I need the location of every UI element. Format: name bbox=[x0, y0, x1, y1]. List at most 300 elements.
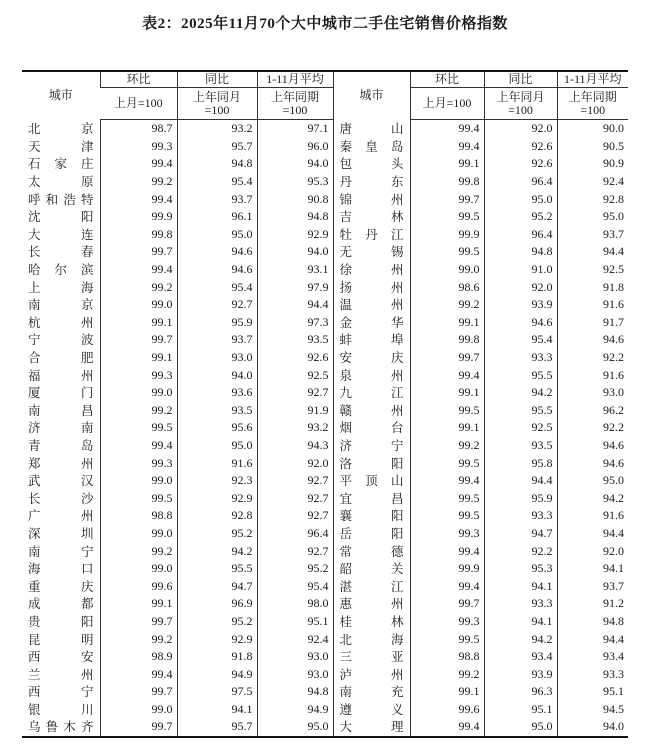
left-mom-value: 99.0 bbox=[100, 525, 177, 543]
right-yoy-value: 94.7 bbox=[484, 525, 557, 543]
left-mom-value: 99.7 bbox=[100, 243, 177, 261]
right-mom-value: 99.3 bbox=[410, 613, 484, 631]
right-mom-value: 99.4 bbox=[410, 138, 484, 156]
right-avg-value: 91.8 bbox=[557, 278, 628, 296]
left-city-name: 石家庄 bbox=[28, 156, 94, 172]
left-city-name: 贵阳 bbox=[28, 613, 94, 629]
right-mom-value: 99.8 bbox=[410, 173, 484, 191]
right-yoy-value: 92.0 bbox=[484, 278, 557, 296]
left-mom-value: 99.2 bbox=[100, 278, 177, 296]
right-mom-value: 99.5 bbox=[410, 454, 484, 472]
right-city-name: 惠州 bbox=[333, 595, 410, 613]
left-avg-value: 94.4 bbox=[257, 296, 333, 314]
right-city-name: 南充 bbox=[333, 683, 410, 701]
left-city-name: 天津 bbox=[28, 138, 94, 154]
left-yoy-value: 93.0 bbox=[177, 349, 257, 367]
table-row bbox=[22, 366, 628, 384]
table-row bbox=[22, 278, 628, 296]
left-mom-value: 99.2 bbox=[100, 542, 177, 560]
right-city-name: 包头 bbox=[333, 155, 410, 173]
left-city-name: 兰州 bbox=[28, 666, 94, 682]
left-city-name: 成都 bbox=[28, 596, 94, 612]
header-mom-right: 环比 bbox=[410, 71, 484, 88]
table-row bbox=[22, 138, 628, 156]
right-yoy-value: 93.3 bbox=[484, 595, 557, 613]
table-row bbox=[22, 402, 628, 420]
left-avg-value: 96.4 bbox=[257, 525, 333, 543]
right-avg-value: 95.1 bbox=[557, 683, 628, 701]
right-yoy-value: 95.1 bbox=[484, 701, 557, 719]
left-yoy-value: 94.2 bbox=[177, 542, 257, 560]
left-city-name: 昆明 bbox=[28, 631, 94, 647]
right-yoy-value: 91.0 bbox=[484, 261, 557, 279]
left-mom-value: 99.7 bbox=[100, 718, 177, 737]
right-avg-value: 90.9 bbox=[557, 155, 628, 173]
table-row bbox=[22, 542, 628, 560]
left-yoy-value: 96.9 bbox=[177, 595, 257, 613]
right-avg-value: 94.1 bbox=[557, 560, 628, 578]
left-mom-value: 99.4 bbox=[100, 261, 177, 279]
left-city-name: 重庆 bbox=[28, 578, 94, 594]
left-mom-value: 99.1 bbox=[100, 595, 177, 613]
left-city-name: 北京 bbox=[28, 121, 94, 137]
left-yoy-value: 94.9 bbox=[177, 665, 257, 683]
right-avg-value: 93.4 bbox=[557, 648, 628, 666]
table-row bbox=[22, 243, 628, 261]
left-yoy-value: 93.6 bbox=[177, 384, 257, 402]
left-avg-value: 94.9 bbox=[257, 701, 333, 719]
left-mom-value: 99.2 bbox=[100, 402, 177, 420]
right-mom-value: 99.2 bbox=[410, 296, 484, 314]
table-row bbox=[22, 155, 628, 173]
left-avg-value: 95.2 bbox=[257, 560, 333, 578]
right-avg-value: 95.0 bbox=[557, 472, 628, 490]
right-yoy-value: 92.5 bbox=[484, 419, 557, 437]
table-row bbox=[22, 296, 628, 314]
right-yoy-value: 93.4 bbox=[484, 648, 557, 666]
right-mom-value: 99.7 bbox=[410, 190, 484, 208]
right-yoy-value: 94.4 bbox=[484, 472, 557, 490]
left-mom-value: 99.7 bbox=[100, 331, 177, 349]
left-avg-value: 92.7 bbox=[257, 507, 333, 525]
left-yoy-value: 94.6 bbox=[177, 243, 257, 261]
left-city-name: 乌鲁木齐 bbox=[22, 718, 100, 737]
right-city-name: 蚌埠 bbox=[333, 331, 410, 349]
left-city-name: 深圳 bbox=[28, 525, 94, 541]
right-mom-value: 99.4 bbox=[410, 472, 484, 490]
right-city-name: 金华 bbox=[333, 314, 410, 332]
left-mom-value: 99.4 bbox=[100, 155, 177, 173]
right-yoy-value: 95.5 bbox=[484, 366, 557, 384]
header-avg-base-right: 上年同期 =100 bbox=[557, 88, 628, 120]
left-mom-value: 99.7 bbox=[100, 613, 177, 631]
right-avg-value: 94.2 bbox=[557, 489, 628, 507]
table-row bbox=[22, 419, 628, 437]
left-city-name: 南昌 bbox=[28, 402, 94, 418]
left-avg-value: 90.8 bbox=[257, 190, 333, 208]
left-mom-value: 99.1 bbox=[100, 349, 177, 367]
left-mom-value: 99.4 bbox=[100, 437, 177, 455]
right-avg-value: 92.0 bbox=[557, 542, 628, 560]
left-mom-value: 99.2 bbox=[100, 630, 177, 648]
table-row bbox=[22, 489, 628, 507]
left-yoy-value: 95.7 bbox=[177, 138, 257, 156]
table-row bbox=[22, 472, 628, 490]
left-avg-value: 94.8 bbox=[257, 208, 333, 226]
right-yoy-value: 92.0 bbox=[484, 120, 557, 138]
right-city-name: 平顶山 bbox=[333, 472, 410, 490]
table-row bbox=[22, 613, 628, 631]
left-mom-value: 99.3 bbox=[100, 366, 177, 384]
right-mom-value: 99.5 bbox=[410, 630, 484, 648]
left-mom-value: 99.0 bbox=[100, 472, 177, 490]
right-city-name: 桂林 bbox=[333, 613, 410, 631]
right-mom-value: 99.3 bbox=[410, 525, 484, 543]
right-city-name: 吉林 bbox=[333, 208, 410, 226]
left-mom-value: 98.7 bbox=[100, 120, 177, 138]
left-avg-value: 95.3 bbox=[257, 173, 333, 191]
right-city-name: 烟台 bbox=[333, 419, 410, 437]
header-avg-base-left: 上年同期 =100 bbox=[257, 88, 333, 120]
left-city-name: 宁波 bbox=[28, 332, 94, 348]
right-yoy-value: 94.8 bbox=[484, 243, 557, 261]
header-avg-left: 1-11月平均 bbox=[257, 71, 333, 88]
left-yoy-value: 97.5 bbox=[177, 683, 257, 701]
right-mom-value: 99.5 bbox=[410, 243, 484, 261]
right-mom-value: 99.4 bbox=[410, 120, 484, 138]
right-avg-value: 94.4 bbox=[557, 630, 628, 648]
left-yoy-value: 93.7 bbox=[177, 331, 257, 349]
right-city-name: 唐山 bbox=[333, 120, 410, 138]
right-yoy-value: 96.4 bbox=[484, 226, 557, 244]
right-city-name: 湛江 bbox=[333, 577, 410, 595]
right-yoy-value: 95.8 bbox=[484, 454, 557, 472]
right-avg-value: 91.6 bbox=[557, 507, 628, 525]
left-city-name: 呼和浩特 bbox=[28, 191, 94, 207]
left-yoy-value: 96.1 bbox=[177, 208, 257, 226]
right-mom-value: 99.2 bbox=[410, 437, 484, 455]
right-mom-value: 99.8 bbox=[410, 331, 484, 349]
right-yoy-value: 95.0 bbox=[484, 190, 557, 208]
right-city-name: 扬州 bbox=[333, 278, 410, 296]
left-city-name: 南京 bbox=[28, 297, 94, 313]
header-city-right: 城市 bbox=[333, 71, 410, 120]
left-avg-value: 95.1 bbox=[257, 613, 333, 631]
left-yoy-value: 91.8 bbox=[177, 648, 257, 666]
right-mom-value: 99.5 bbox=[410, 402, 484, 420]
right-yoy-value: 93.3 bbox=[484, 349, 557, 367]
right-city-name: 牡丹江 bbox=[333, 226, 410, 244]
table-row bbox=[22, 208, 628, 226]
right-avg-value: 90.5 bbox=[557, 138, 628, 156]
right-yoy-value: 93.3 bbox=[484, 507, 557, 525]
left-yoy-value: 95.5 bbox=[177, 560, 257, 578]
header-avg-right: 1-11月平均 bbox=[557, 71, 628, 88]
table-row bbox=[22, 507, 628, 525]
left-city-name: 大连 bbox=[28, 226, 94, 242]
right-yoy-value: 92.6 bbox=[484, 155, 557, 173]
right-mom-value: 99.1 bbox=[410, 419, 484, 437]
left-yoy-value: 93.7 bbox=[177, 190, 257, 208]
table-row bbox=[22, 120, 628, 138]
left-city-name: 南宁 bbox=[28, 543, 94, 559]
left-city-name: 长春 bbox=[28, 244, 94, 260]
right-yoy-value: 92.6 bbox=[484, 138, 557, 156]
left-avg-value: 95.4 bbox=[257, 577, 333, 595]
left-yoy-value: 92.3 bbox=[177, 472, 257, 490]
right-mom-value: 99.1 bbox=[410, 683, 484, 701]
left-city-name: 海口 bbox=[28, 561, 94, 577]
left-mom-value: 99.2 bbox=[100, 173, 177, 191]
left-city-name: 上海 bbox=[28, 279, 94, 295]
left-mom-value: 99.7 bbox=[100, 683, 177, 701]
table-row bbox=[22, 683, 628, 701]
left-mom-value: 98.8 bbox=[100, 507, 177, 525]
right-yoy-value: 95.2 bbox=[484, 208, 557, 226]
left-avg-value: 97.3 bbox=[257, 314, 333, 332]
header-city-left: 城市 bbox=[22, 71, 100, 120]
right-avg-value: 93.7 bbox=[557, 226, 628, 244]
right-avg-value: 94.4 bbox=[557, 243, 628, 261]
right-mom-value: 99.9 bbox=[410, 560, 484, 578]
right-avg-value: 93.3 bbox=[557, 665, 628, 683]
table-row bbox=[22, 525, 628, 543]
left-city-name: 沈阳 bbox=[28, 209, 94, 225]
table-row bbox=[22, 190, 628, 208]
left-yoy-value: 95.0 bbox=[177, 437, 257, 455]
table-row bbox=[22, 718, 628, 737]
right-avg-value: 94.8 bbox=[557, 613, 628, 631]
right-mom-value: 99.0 bbox=[410, 261, 484, 279]
right-yoy-value: 94.1 bbox=[484, 577, 557, 595]
right-avg-value: 93.7 bbox=[557, 577, 628, 595]
table-row bbox=[22, 349, 628, 367]
header-mom-base-right: 上月=100 bbox=[410, 88, 484, 120]
right-city-name: 韶关 bbox=[333, 560, 410, 578]
right-avg-value: 90.0 bbox=[557, 120, 628, 138]
left-avg-value: 95.0 bbox=[257, 718, 333, 737]
left-avg-value: 94.0 bbox=[257, 155, 333, 173]
left-yoy-value: 95.4 bbox=[177, 173, 257, 191]
left-city-name: 武汉 bbox=[28, 473, 94, 489]
table-row bbox=[22, 595, 628, 613]
right-avg-value: 91.7 bbox=[557, 314, 628, 332]
table-title: 表2：2025年11月70个大中城市二手住宅销售价格指数 bbox=[142, 16, 508, 32]
left-avg-value: 97.1 bbox=[257, 120, 333, 138]
left-yoy-value: 93.5 bbox=[177, 402, 257, 420]
right-avg-value: 93.0 bbox=[557, 384, 628, 402]
left-avg-value: 92.6 bbox=[257, 349, 333, 367]
left-yoy-value: 95.4 bbox=[177, 278, 257, 296]
price-index-table bbox=[22, 70, 628, 738]
left-avg-value: 92.4 bbox=[257, 630, 333, 648]
right-mom-value: 98.8 bbox=[410, 648, 484, 666]
right-yoy-value: 96.4 bbox=[484, 173, 557, 191]
right-avg-value: 94.5 bbox=[557, 701, 628, 719]
table-row bbox=[22, 437, 628, 455]
left-yoy-value: 95.2 bbox=[177, 525, 257, 543]
right-yoy-value: 95.5 bbox=[484, 402, 557, 420]
right-yoy-value: 94.1 bbox=[484, 613, 557, 631]
left-city-name: 青岛 bbox=[28, 437, 94, 453]
right-city-name: 赣州 bbox=[333, 402, 410, 420]
right-avg-value: 94.6 bbox=[557, 331, 628, 349]
right-city-name: 温州 bbox=[333, 296, 410, 314]
right-city-name: 遵义 bbox=[333, 701, 410, 719]
left-city-name: 太原 bbox=[28, 174, 94, 190]
left-city-name: 西宁 bbox=[28, 684, 94, 700]
table-row bbox=[22, 331, 628, 349]
right-city-name: 三亚 bbox=[333, 648, 410, 666]
left-yoy-value: 94.7 bbox=[177, 577, 257, 595]
header-mom-left: 环比 bbox=[100, 71, 177, 88]
table-row bbox=[22, 665, 628, 683]
right-avg-value: 94.0 bbox=[557, 718, 628, 737]
left-yoy-value: 92.8 bbox=[177, 507, 257, 525]
right-avg-value: 92.8 bbox=[557, 190, 628, 208]
left-yoy-value: 95.2 bbox=[177, 613, 257, 631]
left-yoy-value: 95.9 bbox=[177, 314, 257, 332]
right-mom-value: 99.5 bbox=[410, 489, 484, 507]
left-city-name: 杭州 bbox=[28, 314, 94, 330]
left-mom-value: 99.8 bbox=[100, 226, 177, 244]
right-mom-value: 98.6 bbox=[410, 278, 484, 296]
left-mom-value: 98.9 bbox=[100, 648, 177, 666]
left-city-name: 西安 bbox=[28, 649, 94, 665]
header-yoy-right: 同比 bbox=[484, 71, 557, 88]
left-city-name: 厦门 bbox=[28, 385, 94, 401]
table-row bbox=[22, 648, 628, 666]
left-mom-value: 99.5 bbox=[100, 489, 177, 507]
right-city-name: 无锡 bbox=[333, 243, 410, 261]
left-city-name: 福州 bbox=[28, 367, 94, 383]
right-mom-value: 99.1 bbox=[410, 314, 484, 332]
left-yoy-value: 95.0 bbox=[177, 226, 257, 244]
left-avg-value: 93.2 bbox=[257, 419, 333, 437]
right-avg-value: 91.6 bbox=[557, 366, 628, 384]
left-avg-value: 92.7 bbox=[257, 384, 333, 402]
left-yoy-value: 95.6 bbox=[177, 419, 257, 437]
right-yoy-value: 93.5 bbox=[484, 437, 557, 455]
right-city-name: 徐州 bbox=[333, 261, 410, 279]
left-mom-value: 99.6 bbox=[100, 577, 177, 595]
left-yoy-value: 91.6 bbox=[177, 454, 257, 472]
right-yoy-value: 94.6 bbox=[484, 314, 557, 332]
left-avg-value: 92.7 bbox=[257, 542, 333, 560]
left-mom-value: 99.9 bbox=[100, 208, 177, 226]
table-row bbox=[22, 226, 628, 244]
left-mom-value: 99.0 bbox=[100, 560, 177, 578]
right-mom-value: 99.6 bbox=[410, 701, 484, 719]
table-row bbox=[22, 384, 628, 402]
left-avg-value: 92.9 bbox=[257, 226, 333, 244]
header-mom-base-left: 上月=100 bbox=[100, 88, 177, 120]
table-row bbox=[22, 577, 628, 595]
left-avg-value: 98.0 bbox=[257, 595, 333, 613]
right-yoy-value: 94.2 bbox=[484, 384, 557, 402]
left-city-name: 哈尔滨 bbox=[28, 262, 94, 278]
right-yoy-value: 95.0 bbox=[484, 718, 557, 737]
right-avg-value: 94.4 bbox=[557, 525, 628, 543]
left-mom-value: 99.3 bbox=[100, 138, 177, 156]
left-city-name: 广州 bbox=[28, 508, 94, 524]
right-mom-value: 99.1 bbox=[410, 384, 484, 402]
left-avg-value: 93.0 bbox=[257, 665, 333, 683]
right-mom-value: 99.5 bbox=[410, 507, 484, 525]
right-city-name: 济宁 bbox=[333, 437, 410, 455]
right-yoy-value: 93.9 bbox=[484, 296, 557, 314]
left-yoy-value: 92.9 bbox=[177, 489, 257, 507]
left-city-name: 合肥 bbox=[28, 350, 94, 366]
table-row bbox=[22, 560, 628, 578]
left-avg-value: 93.5 bbox=[257, 331, 333, 349]
right-mom-value: 99.7 bbox=[410, 349, 484, 367]
right-yoy-value: 96.3 bbox=[484, 683, 557, 701]
left-yoy-value: 94.1 bbox=[177, 701, 257, 719]
right-city-name: 常德 bbox=[333, 542, 410, 560]
right-avg-value: 96.2 bbox=[557, 402, 628, 420]
right-city-name: 秦皇岛 bbox=[333, 138, 410, 156]
right-yoy-value: 95.4 bbox=[484, 331, 557, 349]
header-yoy-left: 同比 bbox=[177, 71, 257, 88]
right-city-name: 襄阳 bbox=[333, 507, 410, 525]
right-city-name: 洛阳 bbox=[333, 454, 410, 472]
right-mom-value: 99.2 bbox=[410, 665, 484, 683]
left-mom-value: 99.1 bbox=[100, 314, 177, 332]
left-avg-value: 92.7 bbox=[257, 472, 333, 490]
left-avg-value: 94.0 bbox=[257, 243, 333, 261]
right-mom-value: 99.7 bbox=[410, 595, 484, 613]
left-city-name: 银川 bbox=[28, 701, 94, 717]
right-city-name: 锦州 bbox=[333, 190, 410, 208]
right-avg-value: 92.4 bbox=[557, 173, 628, 191]
table-row bbox=[22, 314, 628, 332]
right-city-name: 北海 bbox=[333, 630, 410, 648]
right-avg-value: 95.0 bbox=[557, 208, 628, 226]
left-yoy-value: 92.7 bbox=[177, 296, 257, 314]
left-yoy-value: 92.9 bbox=[177, 630, 257, 648]
right-avg-value: 92.5 bbox=[557, 261, 628, 279]
left-city-name: 长沙 bbox=[28, 490, 94, 506]
left-avg-value: 93.1 bbox=[257, 261, 333, 279]
table-row bbox=[22, 454, 628, 472]
right-avg-value: 91.2 bbox=[557, 595, 628, 613]
right-mom-value: 99.4 bbox=[410, 366, 484, 384]
left-mom-value: 99.3 bbox=[100, 454, 177, 472]
table-row bbox=[22, 701, 628, 719]
table-row bbox=[22, 630, 628, 648]
right-mom-value: 99.4 bbox=[410, 718, 484, 737]
right-city-name: 丹东 bbox=[333, 173, 410, 191]
right-city-name: 泉州 bbox=[333, 366, 410, 384]
left-yoy-value: 94.0 bbox=[177, 366, 257, 384]
left-mom-value: 99.4 bbox=[100, 665, 177, 683]
left-avg-value: 92.7 bbox=[257, 489, 333, 507]
right-yoy-value: 93.9 bbox=[484, 665, 557, 683]
left-mom-value: 99.0 bbox=[100, 701, 177, 719]
right-city-name: 大理 bbox=[333, 718, 410, 737]
left-avg-value: 92.5 bbox=[257, 366, 333, 384]
left-avg-value: 94.3 bbox=[257, 437, 333, 455]
right-mom-value: 99.5 bbox=[410, 208, 484, 226]
table-row bbox=[22, 261, 628, 279]
left-avg-value: 93.0 bbox=[257, 648, 333, 666]
left-avg-value: 96.0 bbox=[257, 138, 333, 156]
right-city-name: 安庆 bbox=[333, 349, 410, 367]
right-mom-value: 99.9 bbox=[410, 226, 484, 244]
header-yoy-base-left: 上年同月 =100 bbox=[177, 88, 257, 120]
table-body bbox=[22, 120, 628, 737]
